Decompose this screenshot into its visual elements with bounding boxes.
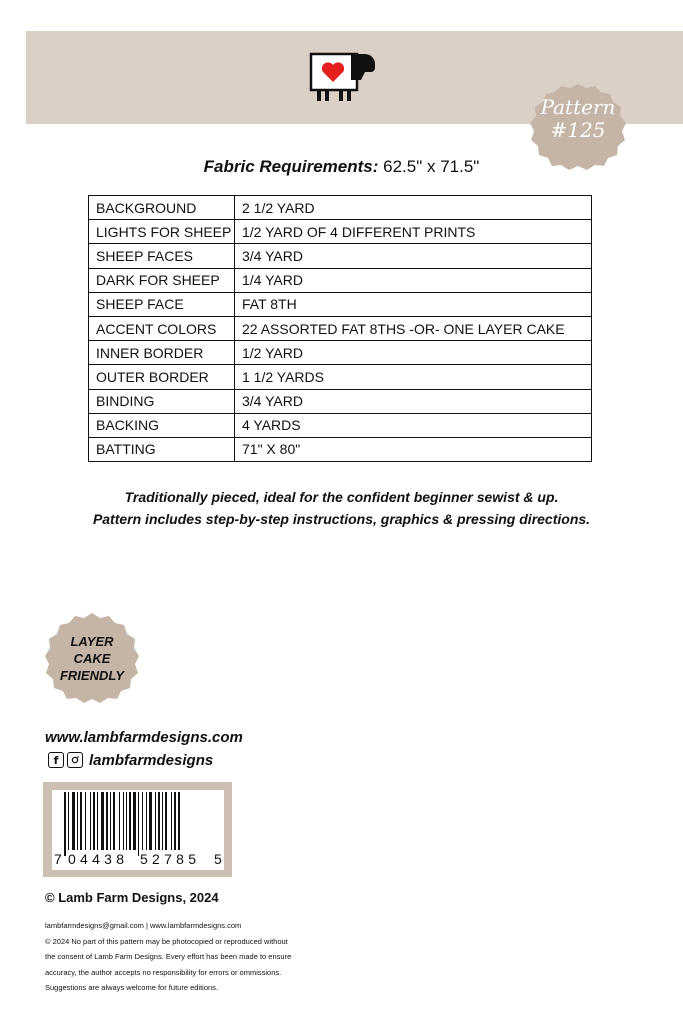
barcode-bar (119, 792, 120, 850)
table-row (89, 292, 592, 316)
amount-cell: 3/4 YARD (235, 244, 592, 268)
social-row (48, 750, 213, 770)
barcode-bar (158, 792, 160, 850)
tagline-line-1: Traditionally pieced, ideal for the confident beginner sewist & up. (124, 489, 559, 505)
barcode-bar (129, 792, 131, 850)
barcode-bar (80, 792, 82, 850)
barcode-bar (97, 792, 98, 850)
table-row (89, 365, 592, 389)
table-row (89, 437, 592, 461)
tagline-line-2: Pattern includes step-by-step instructions, graphics & pressing directions. (92, 511, 591, 527)
item-cell: BINDING (89, 389, 235, 413)
cake-line-3: FRIENDLY (59, 668, 125, 683)
barcode-bar (138, 792, 139, 856)
item-cell: ACCENT COLORS (89, 316, 235, 340)
pattern-label: Pattern (540, 95, 616, 119)
layer-cake-friendly-label (44, 633, 140, 684)
fine-print-line: lambfarmdesigns@gmail.com | www.lambfarmdesigns.com (45, 921, 242, 930)
barcode-digits-3: 52785 (140, 851, 196, 867)
table-row (89, 413, 592, 437)
item-cell: OUTER BORDER (89, 365, 235, 389)
item-cell: LIGHTS FOR SHEEP (89, 220, 235, 244)
fabric-requirements-table (88, 195, 592, 462)
social-handle[interactable]: lambfarmdesigns (89, 751, 214, 769)
barcode-bar (110, 792, 111, 850)
item-cell: BACKGROUND (89, 196, 235, 220)
table-row (89, 196, 592, 220)
facebook-glyph: f (53, 753, 59, 767)
barcode-bar (174, 792, 176, 850)
fabric-size: 62.5" x 71.5" (383, 157, 480, 176)
facebook-icon[interactable] (48, 752, 64, 768)
fine-print-line: the consent of Lamb Farm Designs. Every effort has been made to ensure (45, 952, 292, 961)
item-cell: BACKING (89, 413, 235, 437)
barcode-bar (72, 792, 75, 850)
table-row (89, 220, 592, 244)
fabric-title-label: Fabric Requirements: (203, 157, 379, 176)
barcode (52, 790, 224, 870)
instagram-icon[interactable] (67, 752, 83, 768)
amount-cell: 1/4 YARD (235, 268, 592, 292)
cake-line-1: LAYER (70, 634, 114, 649)
amount-cell: 22 ASSORTED FAT 8THS -OR- ONE LAYER CAKE (235, 316, 592, 340)
barcode-digits-2: 04438 (68, 851, 124, 867)
table-row (89, 341, 592, 365)
fabric-requirements-title (0, 157, 683, 177)
table-row (89, 389, 592, 413)
barcode-bar (64, 792, 66, 856)
amount-cell: 2 1/2 YARD (235, 196, 592, 220)
website-link[interactable]: www.lambfarmdesigns.com (45, 729, 243, 746)
barcode-bar (171, 792, 172, 850)
barcode-bar (155, 792, 156, 850)
amount-cell: 4 YARDS (235, 413, 592, 437)
barcode-bar (106, 792, 108, 850)
barcode-bar (123, 792, 124, 850)
barcode-bar (85, 792, 86, 850)
amount-cell: 1/2 YARD (235, 341, 592, 365)
item-cell: SHEEP FACE (89, 292, 235, 316)
fine-print-line: accuracy, the author accepts no responsibility for errors or ommissions. (45, 967, 282, 977)
barcode-bar (93, 792, 95, 850)
amount-cell: 3/4 YARD (235, 389, 592, 413)
barcode-bar (133, 792, 136, 850)
amount-cell: 1/2 YARD OF 4 DIFFERENT PRINTS (235, 220, 592, 244)
barcode-bar (165, 792, 167, 850)
pattern-number (528, 96, 628, 142)
barcode-bar (77, 792, 78, 850)
item-cell: INNER BORDER (89, 341, 235, 365)
barcode-bar (113, 792, 115, 850)
barcode-bar (146, 792, 147, 850)
sheep-heart-icon (305, 50, 377, 104)
fine-print (45, 918, 365, 996)
barcode-bar (126, 792, 127, 850)
barcode-digit-4: 5 (214, 851, 222, 867)
barcode-bar (162, 792, 163, 850)
barcode-bar (90, 792, 91, 850)
item-cell: BATTING (89, 437, 235, 461)
barcode-bar (68, 792, 69, 850)
barcode-bar (142, 792, 143, 850)
amount-cell: 71" X 80" (235, 437, 592, 461)
fine-print-line: © 2024 No part of this pattern may be photocopied or reproduced without (45, 936, 288, 946)
barcode-bar (101, 792, 104, 850)
instagram-glyph (70, 755, 80, 765)
copyright: © Lamb Farm Designs, 2024 (45, 890, 219, 905)
pattern-id: #125 (550, 118, 606, 142)
barcode-digit-1: 7 (54, 851, 62, 867)
barcode-bars (64, 792, 180, 856)
amount-cell: FAT 8TH (235, 292, 592, 316)
table-row (89, 268, 592, 292)
item-cell: DARK FOR SHEEP (89, 268, 235, 292)
table-row (89, 244, 592, 268)
amount-cell: 1 1/2 YARDS (235, 365, 592, 389)
barcode-bar (149, 792, 152, 850)
cake-line-2: CAKE (73, 651, 111, 666)
item-cell: SHEEP FACES (89, 244, 235, 268)
tagline (0, 486, 683, 530)
table-row (89, 316, 592, 340)
fine-print-line: Suggestions are always welcome for future editions. (45, 983, 219, 992)
barcode-bar (178, 792, 180, 850)
